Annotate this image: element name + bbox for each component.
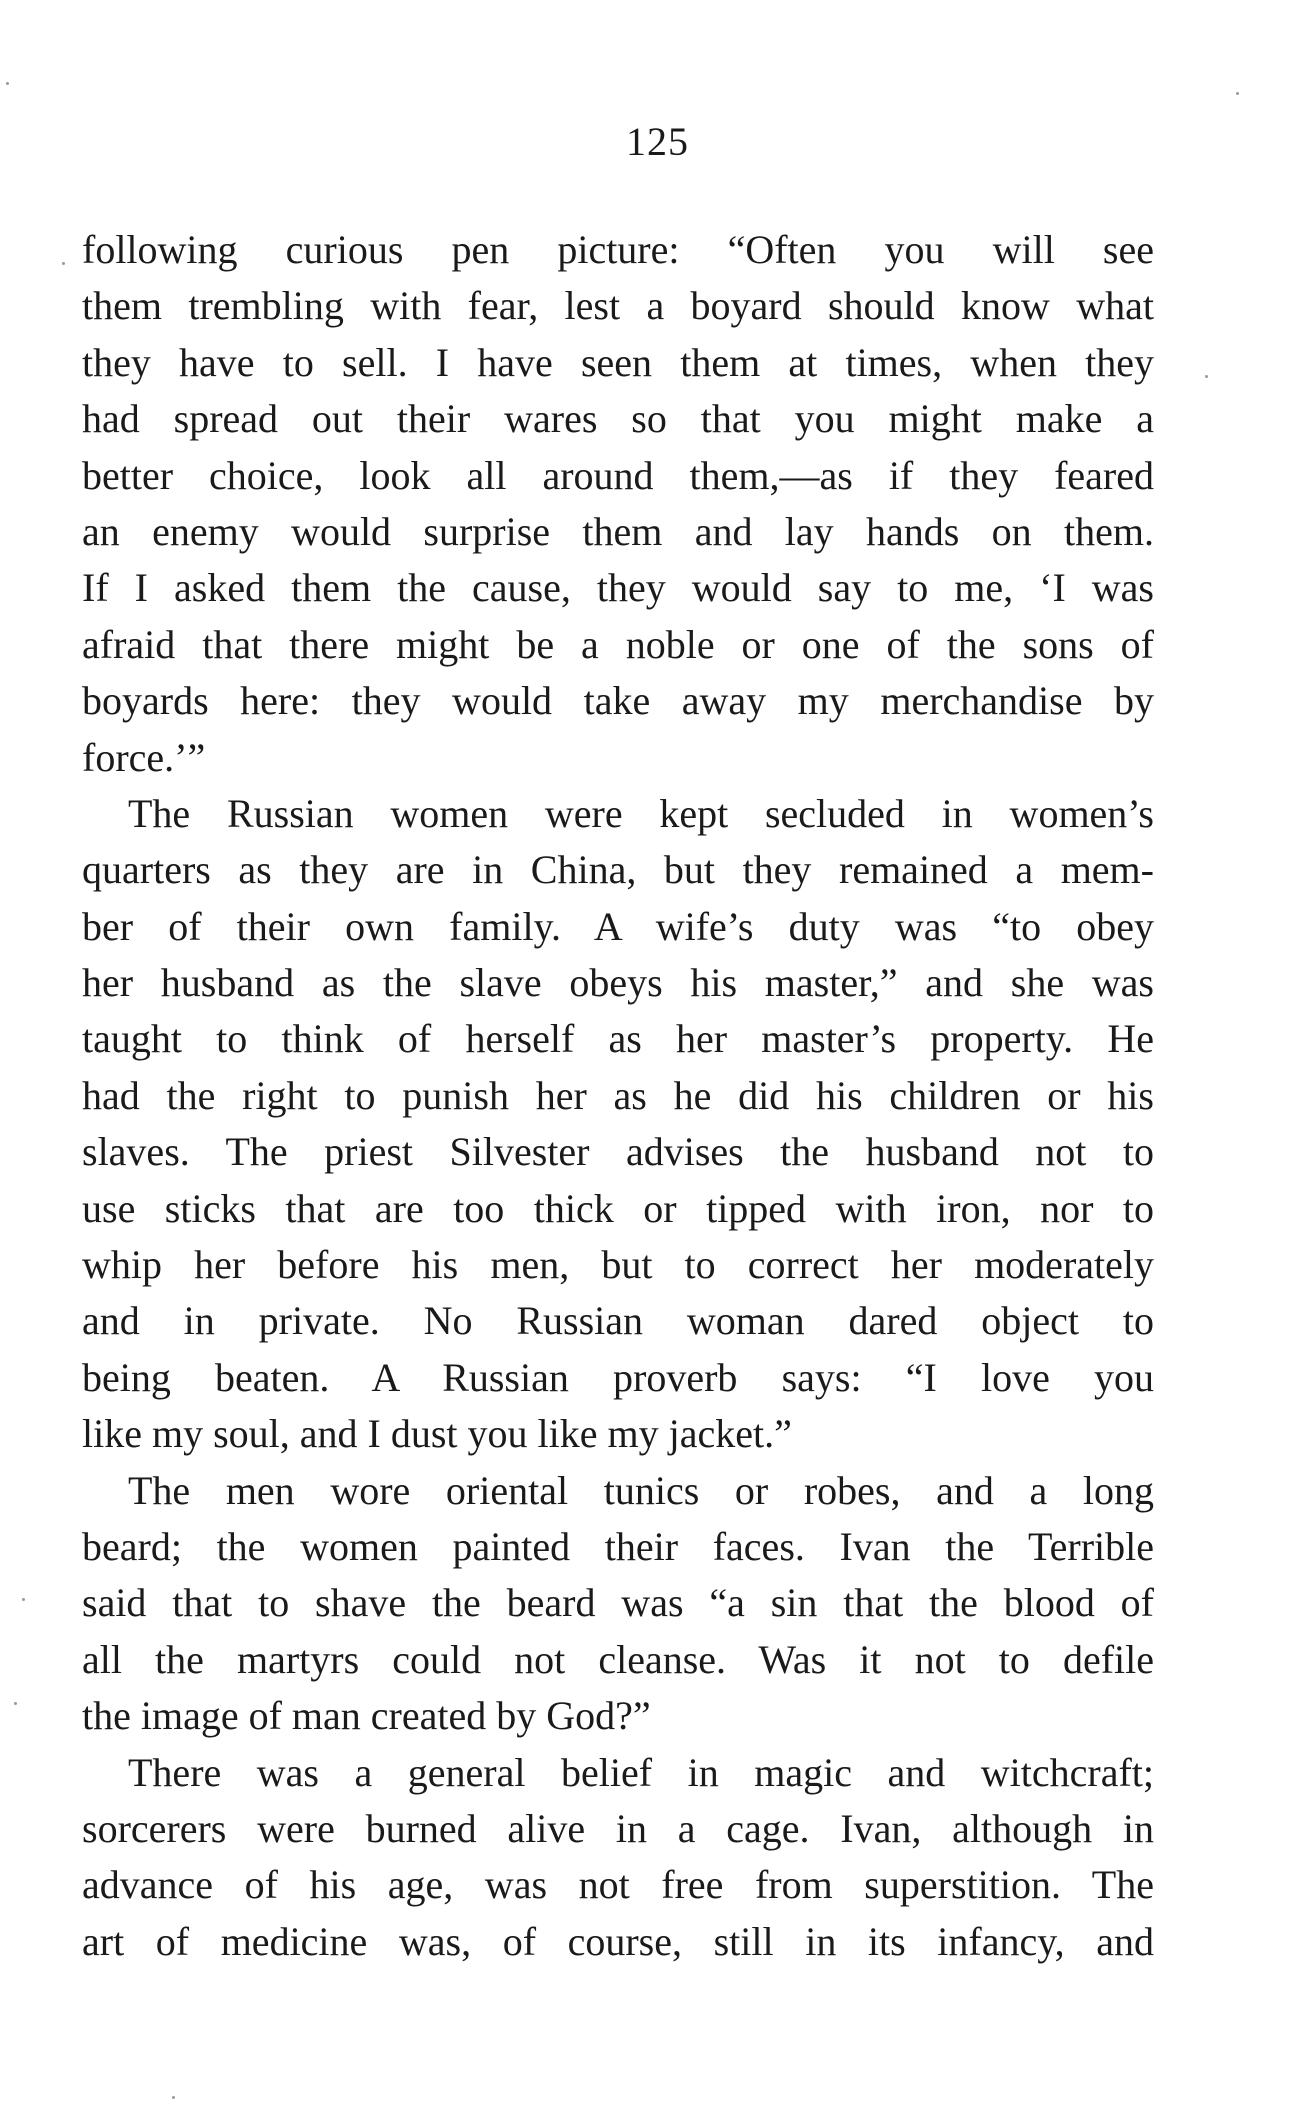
text-line: her husband as the slave obeys his master,” and she was xyxy=(82,960,1154,1006)
text-line: all the martyrs could not cleanse. Was it not to defile xyxy=(82,1636,1154,1682)
text-line: an enemy would surprise them and lay hands on them. xyxy=(82,508,1154,554)
text-line: being beaten. A Russian proverb says: “I love you xyxy=(82,1354,1154,1400)
text-line: taught to think of herself as her master’s property. He xyxy=(82,1016,1154,1062)
text-line: beard; the women painted their faces. Ivan the Terrible xyxy=(82,1523,1154,1569)
scan-speck xyxy=(172,2096,175,2099)
text-line: better choice, look all around them,—as if they feared xyxy=(82,452,1154,498)
text-line: they have to sell. I have seen them at times, when they xyxy=(82,339,1154,385)
text-line: said that to shave the beard was “a sin that the blood of xyxy=(82,1580,1154,1626)
page-number: 125 xyxy=(626,119,689,164)
scan-speck xyxy=(1236,92,1239,95)
text-line: art of medicine was, of course, still in its infancy, and xyxy=(82,1918,1154,1964)
text-line: like my soul, and I dust you like my jacket.” xyxy=(82,1411,792,1457)
text-line: advance of his age, was not free from superstition. The xyxy=(82,1862,1154,1908)
scan-speck xyxy=(1205,375,1208,378)
scan-speck xyxy=(62,262,65,265)
paragraph-start-line: There was a general belief in magic and witchcraft; xyxy=(128,1749,1154,1795)
scan-speck xyxy=(14,1702,17,1705)
text-line: quarters as they are in China, but they remained a mem- xyxy=(82,847,1154,893)
text-line: had the right to punish her as he did his children or his xyxy=(82,1072,1154,1118)
scan-speck xyxy=(6,82,9,85)
text-line: had spread out their wares so that you might make a xyxy=(82,396,1154,442)
text-line: and in private. No Russian woman dared object to xyxy=(82,1298,1154,1344)
text-line: If I asked them the cause, they would say to me, ‘I was xyxy=(82,565,1154,611)
text-line: the image of man created by God?” xyxy=(82,1693,651,1739)
text-line: whip her before his men, but to correct her moderately xyxy=(82,1242,1154,1288)
text-line: afraid that there might be a noble or one of the sons of xyxy=(82,621,1154,667)
paragraph-start-line: The men wore oriental tunics or robes, and a long xyxy=(128,1467,1154,1513)
body-text xyxy=(82,222,1154,1970)
scan-speck xyxy=(22,1598,25,1601)
text-line: use sticks that are too thick or tipped with iron, nor to xyxy=(82,1185,1154,1231)
text-line: force.’” xyxy=(82,734,206,780)
text-line: following curious pen picture: “Often you will see xyxy=(82,227,1154,272)
text-line: them trembling with fear, lest a boyard should know what xyxy=(82,283,1154,329)
paragraph-start-line: The Russian women were kept secluded in women’s xyxy=(128,790,1154,836)
text-line: sorcerers were burned alive in a cage. Ivan, although in xyxy=(82,1805,1154,1851)
text-line: slaves. The priest Silvester advises the husband not to xyxy=(82,1129,1154,1175)
text-line: boyards here: they would take away my merchandise by xyxy=(82,678,1154,724)
text-line: ber of their own family. A wife’s duty was “to obey xyxy=(82,903,1154,949)
